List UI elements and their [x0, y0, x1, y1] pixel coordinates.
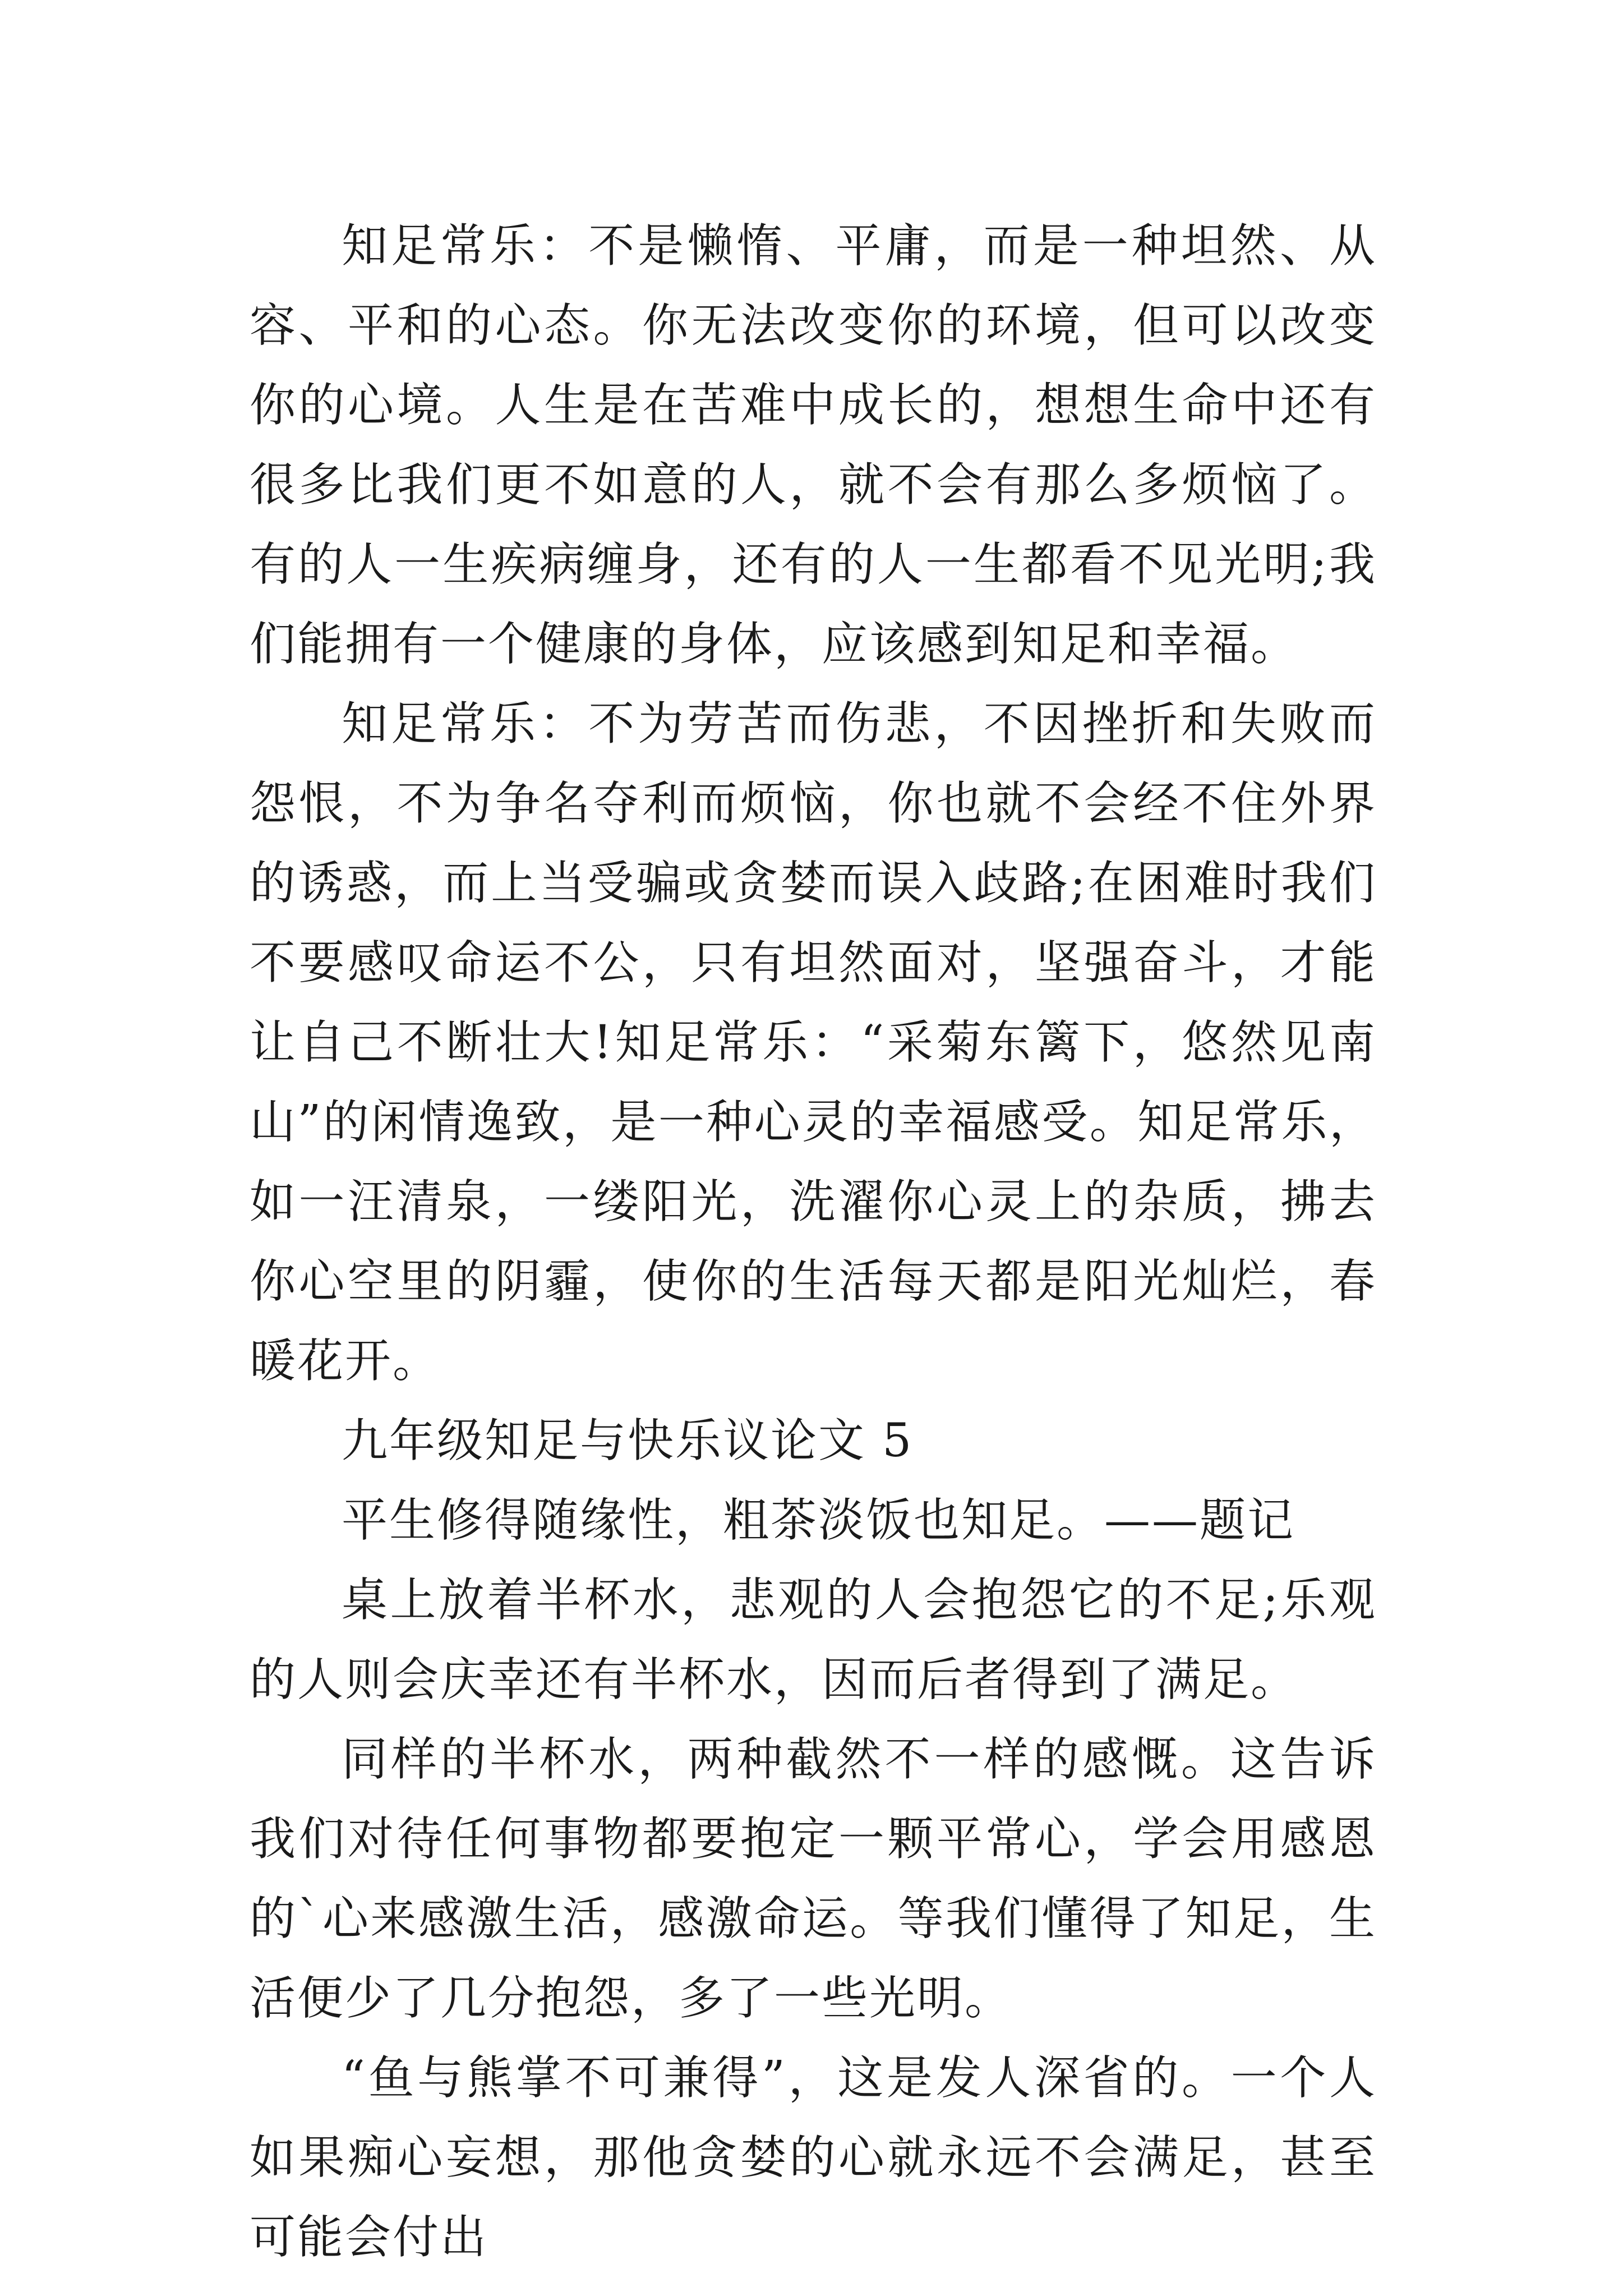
epigraph: 平生修得随缘性，粗茶淡饭也知足。——题记	[342, 1494, 1295, 1547]
paragraph-2: 知足常乐：不为劳苦而伤悲，不因挫折和失败而怨恨，不为争名夺利而烦恼，你也就不会经不住外界的诱惑，而上当受骗或贪婪而误入歧路;在困难时我们不要感叹命运不公，只有坦然面对，坚强奋斗，才能让自己不断壮大!知足常乐：“采菊东篱下，悠然见南山”的闲情逸致，是一种心灵的幸福感受。知足常乐，如一汪清泉，一缕阳光，洗濯你心灵上的杂质，拂去你心空里的阴霾，使你的生活每天都是阳光灿烂，春暖花开。	[250, 697, 1377, 1388]
document-body	[250, 206, 1377, 2277]
paragraph-5: “鱼与熊掌不可兼得”，这是发人深省的。一个人如果痴心妄想，那他贪婪的心就永远不会满足，甚至可能会付出	[250, 2051, 1377, 2264]
paragraph-4: 同样的半杯水，两种截然不一样的感慨。这告诉我们对待任何事物都要抱定一颗平常心，学会用感恩的`心来感激生活，感激命运。等我们懂得了知足，生活便少了几分抱怨，多了一些光明。	[250, 1733, 1377, 2025]
paragraph-1: 知足常乐：不是懒惰、平庸，而是一种坦然、从容、平和的心态。你无法改变你的环境，但可以改变你的心境。人生是在苦难中成长的，想想生命中还有很多比我们更不如意的人，就不会有那么多烦恼了。有的人一生疾病缠身，还有的人一生都看不见光明;我们能拥有一个健康的身体，应该感到知足和幸福。	[250, 219, 1377, 671]
paragraph-3: 桌上放着半杯水，悲观的人会抱怨它的不足;乐观的人则会庆幸还有半杯水，因而后者得到了满足。	[250, 1573, 1377, 1706]
section-title: 九年级知足与快乐议论文 5	[342, 1414, 914, 1467]
